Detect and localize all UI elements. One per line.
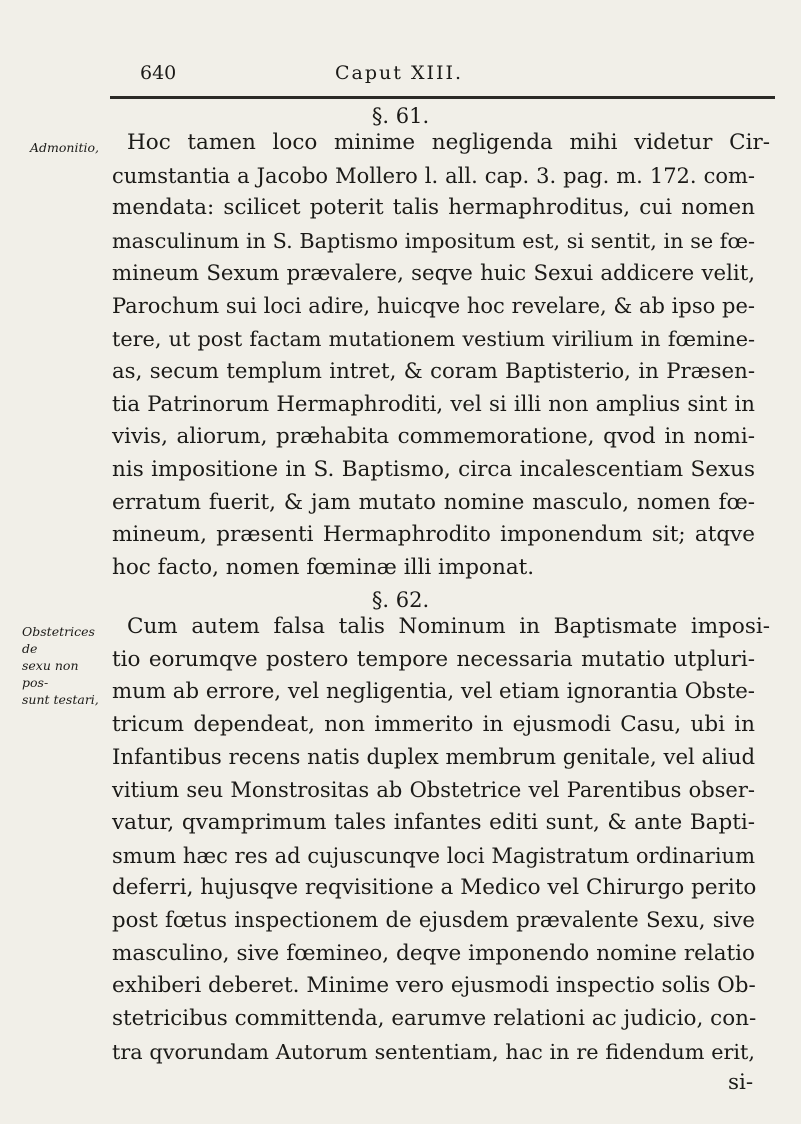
text-line: hoc facto, nomen fœminæ illi imponat. [112,555,535,580]
text-line: post fœtus inspectionem de ejusdem prævalente Sexu, sive [112,908,755,933]
text-line: vitium seu Monstrositas ab Obstetrice vel Parentibus obser- [112,778,755,802]
text-line: Hoc tamen loco minime negligenda mihi videtur Cir- [127,130,770,155]
text-line: tricum dependeat, non immerito in ejusmodi Casu, ubi in [112,712,755,737]
text-line: masculino, sive fœmineo, deqve imponendo nomine relatio [112,941,755,966]
text-line: tio eorumqve postero tempore necessaria mutatio utpluri- [112,647,755,672]
text-line: tia Patrinorum Hermaphroditi, vel si illi non amplius sint in [112,392,755,417]
header-rule [110,96,775,99]
text-line: stetricibus committenda, earumve relationi ac judicio, con- [112,1006,757,1031]
text-line: Parochum sui loci adire, huicqve hoc revelare, & ab ipso pe- [112,294,755,318]
margin-note-line: Obstetrices de [22,624,95,656]
page-number: 640 [140,62,177,84]
text-line: tra qvorundam Autorum sententiam, hac in re fidendum erit, [112,1040,755,1064]
text-line: erratum fuerit, & jam mutato nomine masculo, nomen fœ- [112,490,755,515]
text-line: nis impositione in S. Baptismo, circa incalescentiam Sexus [112,457,755,482]
margin-note [22,623,102,708]
text-line: Infantibus recens natis duplex membrum genitale, vel aliud [112,745,756,770]
text-line: as, secum templum intret, & coram Baptisterio, in Præsen- [112,359,755,384]
text-line: mendata: scilicet poterit talis hermaphroditus, cui nomen [112,195,755,220]
text-line: mineum Sexum prævalere, seqve huic Sexui addicere velit, [112,261,755,286]
text-line: deferri, hujusqve reqvisitione a Medico vel Chirurgo perito [112,875,757,900]
text-line: vivis, aliorum, præhabita commemoratione, qvod in nomi- [112,424,755,449]
section-title: §. 62. [371,588,430,612]
text-line: cumstantia a Jacobo Mollero l. all. cap. 3. pag. m. 172. com- [112,164,755,188]
margin-note-line: sexu non pos- [22,658,79,690]
section-title: §. 61. [371,104,430,128]
page-header [140,58,760,88]
text-line: exhiberi deberet. Minime vero ejusmodi inspectio solis Ob- [112,973,756,998]
text-line: smum hæc res ad cujuscunqve loci Magistratum ordinarium [112,844,755,868]
margin-note-line: Admonitio, [30,140,99,155]
margin-note-line: sunt testari, [22,692,99,707]
text-line: masculinum in S. Baptismo impositum est, si sentit, in se fœ- [112,229,755,253]
text-line: mum ab errore, vel negligentia, vel etiam ignorantia Obste- [112,679,755,704]
text-line: tere, ut post factam mutationem vestium virilium in fœmine- [112,327,755,351]
text-line: vatur, qvamprimum tales infantes editi sunt, & ante Bapti- [112,810,755,835]
text-line: Cum autem falsa talis Nominum in Baptismate imposi- [127,614,770,639]
catchword: si- [728,1070,754,1095]
margin-note [30,139,110,156]
running-head: Caput XIII. [335,62,464,84]
text-line: mineum, præsenti Hermaphrodito imponendum sit; atqve [112,522,755,547]
